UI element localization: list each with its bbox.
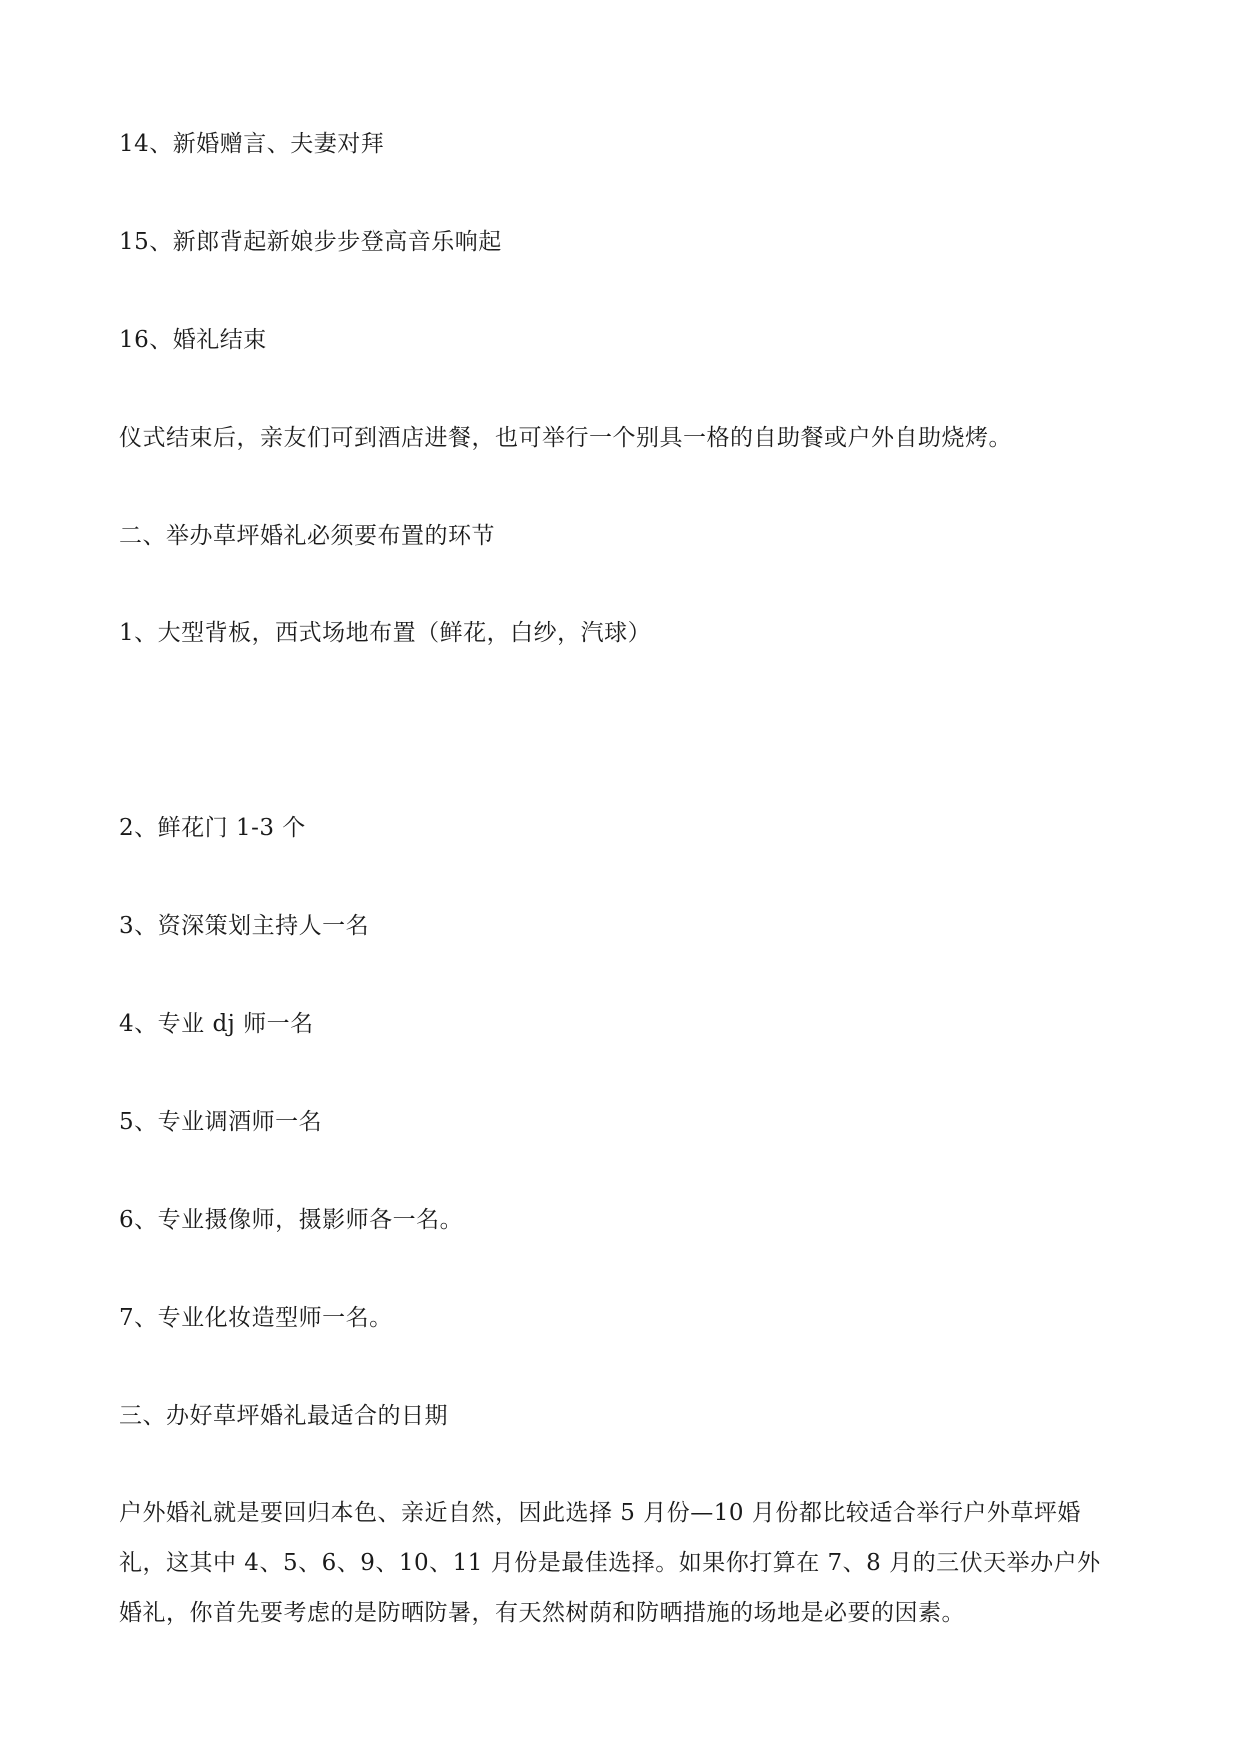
list-item-4: 4、专业 dj 师一名	[119, 1011, 314, 1037]
body-paragraph: 仪式结束后，亲友们可到酒店进餐，也可举行一个别具一格的自助餐或户外自助烧烤。	[119, 425, 1012, 451]
list-item-15: 15、新郎背起新娘步步登高音乐响起	[119, 229, 502, 255]
list-item-2: 2、鲜花门 1-3 个	[119, 815, 306, 841]
list-item-3: 3、资深策划主持人一名	[119, 913, 370, 939]
section-heading-3: 三、办好草坪婚礼最适合的日期	[119, 1403, 448, 1429]
list-item-1: 1、大型背板，西式场地布置（鲜花，白纱，汽球）	[119, 620, 652, 646]
paragraph-line: 礼，这其中 4、5、6、9、10、11 月份是最佳选择。如果你打算在 7、8 月的三伏天举办户外	[119, 1550, 1101, 1576]
final-paragraph	[119, 1488, 1129, 1638]
list-item-5: 5、专业调酒师一名	[119, 1109, 323, 1135]
list-item-14: 14、新婚赠言、夫妻对拜	[119, 131, 385, 157]
list-item-16: 16、婚礼结束	[119, 327, 267, 353]
paragraph-line: 婚礼，你首先要考虑的是防晒防暑，有天然树荫和防晒措施的场地是必要的因素。	[119, 1600, 965, 1626]
list-item-6: 6、专业摄像师，摄影师各一名。	[119, 1207, 464, 1233]
list-item-7: 7、专业化妆造型师一名。	[119, 1305, 393, 1331]
paragraph-line: 户外婚礼就是要回归本色、亲近自然，因此选择 5 月份—10 月份都比较适合举行户外草坪婚	[119, 1500, 1081, 1526]
section-heading-2: 二、举办草坪婚礼必须要布置的环节	[119, 523, 495, 549]
